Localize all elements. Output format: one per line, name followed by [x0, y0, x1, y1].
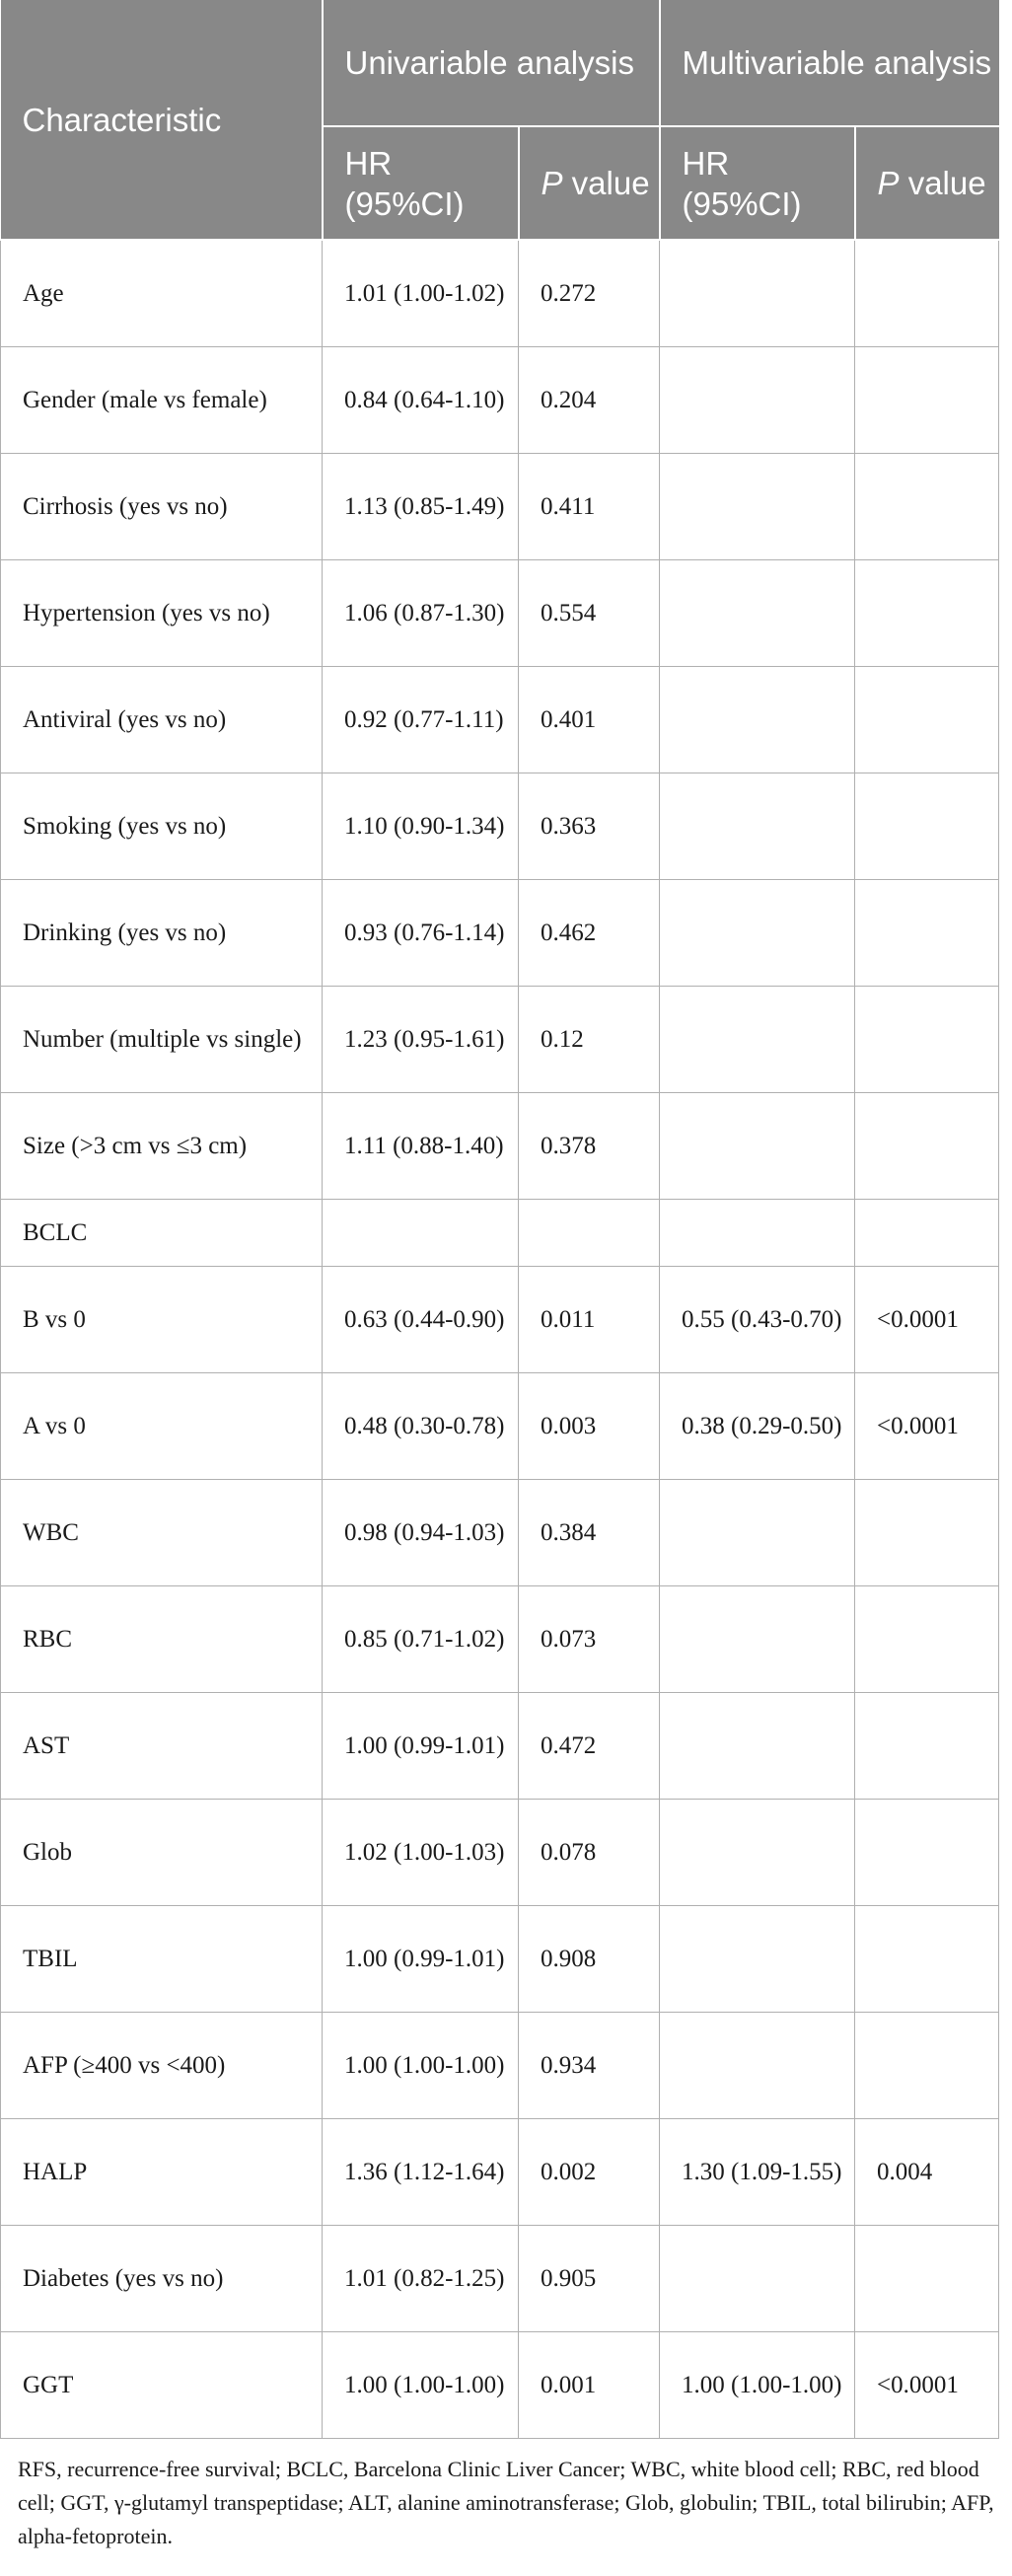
- cell-multi-p: [855, 1905, 999, 2012]
- cell-multi-p: [855, 559, 999, 666]
- cell-characteristic: AFP (≥400 vs <400): [1, 2012, 323, 2118]
- cell-multi-hr: 0.38 (0.29-0.50): [660, 1372, 855, 1479]
- p-letter: P: [541, 165, 563, 201]
- cell-uni-p: 0.001: [519, 2331, 660, 2438]
- cell-multi-hr: [660, 1692, 855, 1799]
- cell-uni-hr: 1.02 (1.00-1.03): [323, 1799, 519, 1905]
- cell-multi-p: [855, 986, 999, 1092]
- table-row: [1, 2012, 999, 2118]
- cell-characteristic: Cirrhosis (yes vs no): [1, 453, 323, 559]
- cell-characteristic: Age: [1, 240, 323, 346]
- table-row: [1, 773, 999, 879]
- cell-uni-hr: 0.63 (0.44-0.90): [323, 1266, 519, 1372]
- cell-multi-hr: [660, 1479, 855, 1585]
- cell-characteristic: WBC: [1, 1479, 323, 1585]
- cell-multi-hr: 1.30 (1.09-1.55): [660, 2118, 855, 2225]
- p-value-word: value: [562, 165, 650, 201]
- cell-characteristic: BCLC: [1, 1199, 323, 1266]
- table-row: [1, 1199, 999, 1266]
- cell-characteristic: Gender (male vs female): [1, 346, 323, 453]
- cell-multi-p: <0.0001: [855, 2331, 999, 2438]
- cell-uni-hr: 1.06 (0.87-1.30): [323, 559, 519, 666]
- table-row: [1, 2118, 999, 2225]
- cell-uni-hr: 0.93 (0.76-1.14): [323, 879, 519, 986]
- cell-uni-hr: 1.00 (1.00-1.00): [323, 2012, 519, 2118]
- cell-characteristic: Number (multiple vs single): [1, 986, 323, 1092]
- cell-uni-p: 0.378: [519, 1092, 660, 1199]
- p-letter: P: [877, 165, 900, 201]
- cell-multi-hr: [660, 773, 855, 879]
- header-multi-p: [855, 126, 999, 240]
- cell-uni-hr: 1.00 (0.99-1.01): [323, 1692, 519, 1799]
- cell-multi-hr: [660, 1905, 855, 2012]
- cell-characteristic: A vs 0: [1, 1372, 323, 1479]
- cell-uni-hr: 1.00 (1.00-1.00): [323, 2331, 519, 2438]
- cell-characteristic: AST: [1, 1692, 323, 1799]
- cell-multi-p: [855, 453, 999, 559]
- cell-multi-p: [855, 346, 999, 453]
- table-row: [1, 240, 999, 346]
- cell-multi-p: <0.0001: [855, 1372, 999, 1479]
- cell-multi-p: <0.0001: [855, 1266, 999, 1372]
- cell-characteristic: Hypertension (yes vs no): [1, 559, 323, 666]
- cell-characteristic: TBIL: [1, 1905, 323, 2012]
- cell-characteristic: Diabetes (yes vs no): [1, 2225, 323, 2331]
- cell-uni-p: 0.078: [519, 1799, 660, 1905]
- cell-multi-p: [855, 879, 999, 986]
- table-row: [1, 2225, 999, 2331]
- table-row: [1, 986, 999, 1092]
- cell-uni-hr: 1.11 (0.88-1.40): [323, 1092, 519, 1199]
- cell-multi-hr: [660, 346, 855, 453]
- cell-characteristic: Drinking (yes vs no): [1, 879, 323, 986]
- cell-characteristic: GGT: [1, 2331, 323, 2438]
- cell-multi-p: [855, 666, 999, 773]
- cell-uni-hr: 0.48 (0.30-0.78): [323, 1372, 519, 1479]
- cell-multi-p: [855, 773, 999, 879]
- table-row: [1, 1799, 999, 1905]
- cell-uni-p: 0.011: [519, 1266, 660, 1372]
- header-uni-hr: HR (95%CI): [323, 126, 519, 240]
- cell-uni-p: 0.554: [519, 559, 660, 666]
- table-body: [1, 240, 999, 2438]
- cell-uni-hr: 1.23 (0.95-1.61): [323, 986, 519, 1092]
- cell-multi-hr: [660, 1799, 855, 1905]
- cell-multi-p: 0.004: [855, 2118, 999, 2225]
- cell-uni-p: 0.12: [519, 986, 660, 1092]
- table-row: [1, 1479, 999, 1585]
- cell-characteristic: Size (>3 cm vs ≤3 cm): [1, 1092, 323, 1199]
- cell-uni-p: 0.272: [519, 240, 660, 346]
- table-row: [1, 1372, 999, 1479]
- cell-multi-p: [855, 1479, 999, 1585]
- cell-uni-p: 0.204: [519, 346, 660, 453]
- cell-multi-hr: [660, 2012, 855, 2118]
- cell-multi-p: [855, 1092, 999, 1199]
- table-row: [1, 666, 999, 773]
- cell-multi-hr: [660, 666, 855, 773]
- cell-uni-hr: 1.00 (0.99-1.01): [323, 1905, 519, 2012]
- cell-uni-p: 0.363: [519, 773, 660, 879]
- cell-multi-hr: [660, 453, 855, 559]
- cell-multi-hr: [660, 559, 855, 666]
- cell-multi-hr: [660, 879, 855, 986]
- cell-uni-hr: 1.10 (0.90-1.34): [323, 773, 519, 879]
- header-multi-hr: HR (95%CI): [660, 126, 855, 240]
- cell-multi-hr: 0.55 (0.43-0.70): [660, 1266, 855, 1372]
- cell-uni-hr: [323, 1199, 519, 1266]
- cell-uni-hr: 1.13 (0.85-1.49): [323, 453, 519, 559]
- cell-multi-hr: [660, 1092, 855, 1199]
- cell-uni-hr: 0.98 (0.94-1.03): [323, 1479, 519, 1585]
- cell-uni-hr: 0.85 (0.71-1.02): [323, 1585, 519, 1692]
- table-row: [1, 1905, 999, 2012]
- cell-multi-hr: 1.00 (1.00-1.00): [660, 2331, 855, 2438]
- cell-characteristic: Glob: [1, 1799, 323, 1905]
- p-value-word: value: [899, 165, 986, 201]
- cell-characteristic: RBC: [1, 1585, 323, 1692]
- cell-multi-p: [855, 1799, 999, 1905]
- cell-uni-hr: 1.36 (1.12-1.64): [323, 2118, 519, 2225]
- table-row: [1, 1585, 999, 1692]
- table-row: [1, 1266, 999, 1372]
- cell-characteristic: B vs 0: [1, 1266, 323, 1372]
- cell-uni-p: 0.384: [519, 1479, 660, 1585]
- header-univariable: Univariable analysis: [323, 0, 660, 126]
- table-row: [1, 879, 999, 986]
- header-uni-p: [519, 126, 660, 240]
- table-row: [1, 453, 999, 559]
- cell-multi-hr: [660, 986, 855, 1092]
- cell-uni-hr: 1.01 (1.00-1.02): [323, 240, 519, 346]
- cell-multi-hr: [660, 2225, 855, 2331]
- cell-uni-p: 0.462: [519, 879, 660, 986]
- cell-characteristic: HALP: [1, 2118, 323, 2225]
- cell-uni-hr: 1.01 (0.82-1.25): [323, 2225, 519, 2331]
- cell-uni-p: [519, 1199, 660, 1266]
- table-row: [1, 1092, 999, 1199]
- cell-characteristic: Antiviral (yes vs no): [1, 666, 323, 773]
- cell-uni-p: 0.003: [519, 1372, 660, 1479]
- header-characteristic: Characteristic: [1, 0, 323, 240]
- cell-multi-p: [855, 240, 999, 346]
- cell-uni-hr: 0.84 (0.64-1.10): [323, 346, 519, 453]
- cell-uni-p: 0.905: [519, 2225, 660, 2331]
- cell-uni-p: 0.411: [519, 453, 660, 559]
- table-row: [1, 346, 999, 453]
- cell-multi-p: [855, 2225, 999, 2331]
- cell-multi-p: [855, 1585, 999, 1692]
- cell-uni-p: 0.073: [519, 1585, 660, 1692]
- table-row: [1, 1692, 999, 1799]
- cell-uni-p: 0.472: [519, 1692, 660, 1799]
- cell-uni-hr: 0.92 (0.77-1.11): [323, 666, 519, 773]
- cell-multi-hr: [660, 1585, 855, 1692]
- cell-multi-hr: [660, 1199, 855, 1266]
- header-multivariable: Multivariable analysis: [660, 0, 999, 126]
- cell-multi-p: [855, 1199, 999, 1266]
- cell-uni-p: 0.401: [519, 666, 660, 773]
- footnote-text: RFS, recurrence-free survival; BCLC, Barcelona Clinic Liver Cancer; WBC, white blood cell; RBC, red blood cell; GGT, γ-glutamyl transpeptidase; ALT, alanine aminotransferase; Glob, globulin; TBIL, total bilirubin; AFP, alpha-fetoprotein.: [18, 2456, 994, 2548]
- table-row: [1, 559, 999, 666]
- table-footnote: [0, 2439, 1004, 2553]
- cell-uni-p: 0.002: [519, 2118, 660, 2225]
- cell-multi-p: [855, 2012, 999, 2118]
- table-row: [1, 2331, 999, 2438]
- cell-uni-p: 0.934: [519, 2012, 660, 2118]
- cell-multi-hr: [660, 240, 855, 346]
- cell-uni-p: 0.908: [519, 1905, 660, 2012]
- cell-multi-p: [855, 1692, 999, 1799]
- cell-characteristic: Smoking (yes vs no): [1, 773, 323, 879]
